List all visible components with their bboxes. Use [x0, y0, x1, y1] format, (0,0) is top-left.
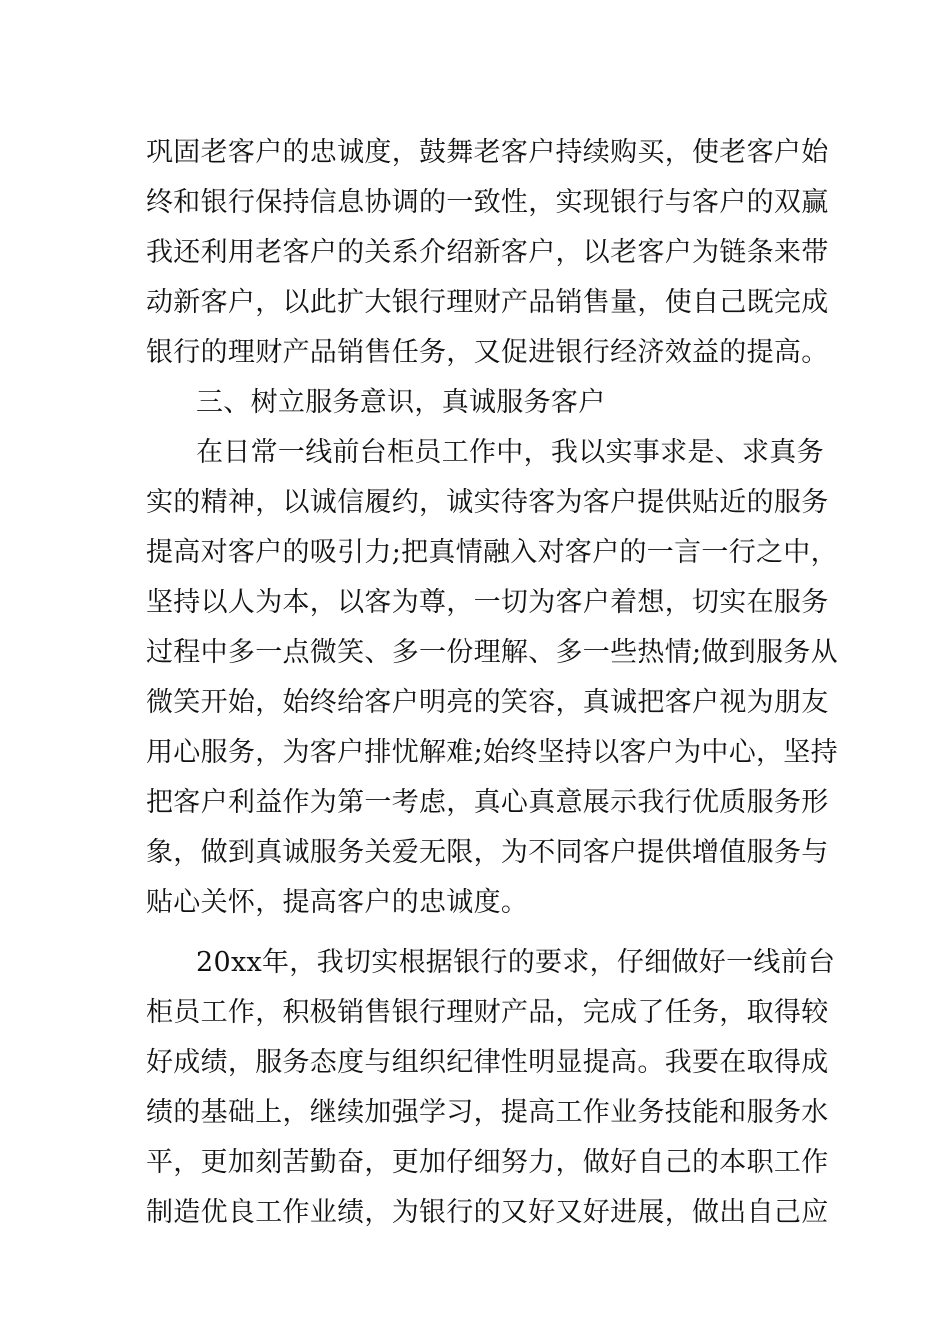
- text-line: 巩固老客户的忠诚度，鼓舞老客户持续购买，使老客户始: [146, 137, 829, 168]
- text-line: 我还利用老客户的关系介绍新客户，以老客户为链条来带: [146, 237, 829, 268]
- text-line: 微笑开始，始终给客户明亮的笑容，真诚把客户视为朋友: [146, 687, 829, 718]
- text-line: 过程中多一点微笑、多一份理解、多一些热情;做到服务从: [146, 637, 838, 668]
- section-heading: 三、树立服务意识，真诚服务客户: [196, 387, 606, 418]
- text-line: 把客户利益作为第一考虑，真心真意展示我行优质服务形: [146, 787, 829, 818]
- text-line: 实的精神，以诚信履约，诚实待客为客户提供贴近的服务: [146, 487, 829, 518]
- text-line: 坚持以人为本，以客为尊，一切为客户着想，切实在服务: [146, 587, 829, 618]
- text-line: 用心服务，为客户排忧解难;始终坚持以客户为中心，坚持: [146, 737, 838, 768]
- paragraph-start: 在日常一线前台柜员工作中，我以实事求是、求真务: [196, 437, 824, 468]
- text-line: 终和银行保持信息协调的一致性，实现银行与客户的双赢: [146, 187, 829, 218]
- text-line: 绩的基础上，继续加强学习，提高工作业务技能和服务水: [146, 1097, 829, 1128]
- text-line: 银行的理财产品销售任务，又促进银行经济效益的提高。: [146, 337, 829, 368]
- text-line: 柜员工作，积极销售银行理财产品，完成了任务，取得较: [146, 997, 829, 1028]
- text-line: 平，更加刻苦勤奋，更加仔细努力，做好自己的本职工作: [146, 1147, 829, 1178]
- text-line: 贴心关怀，提高客户的忠诚度。: [146, 887, 529, 918]
- text-line: 好成绩，服务态度与组织纪律性明显提高。我要在取得成: [146, 1047, 829, 1078]
- text-line: 象，做到真诚服务关爱无限，为不同客户提供增值服务与: [146, 837, 829, 868]
- text-line: 动新客户，以此扩大银行理财产品销售量，使自己既完成: [146, 287, 829, 318]
- paragraph-start: 20xx年，我切实根据银行的要求，仔细做好一线前台: [196, 947, 836, 978]
- text-line: 提高对客户的吸引力;把真情融入对客户的一言一行之中，: [146, 537, 838, 568]
- text-line: 制造优良工作业绩，为银行的又好又好进展，做出自己应: [146, 1197, 829, 1228]
